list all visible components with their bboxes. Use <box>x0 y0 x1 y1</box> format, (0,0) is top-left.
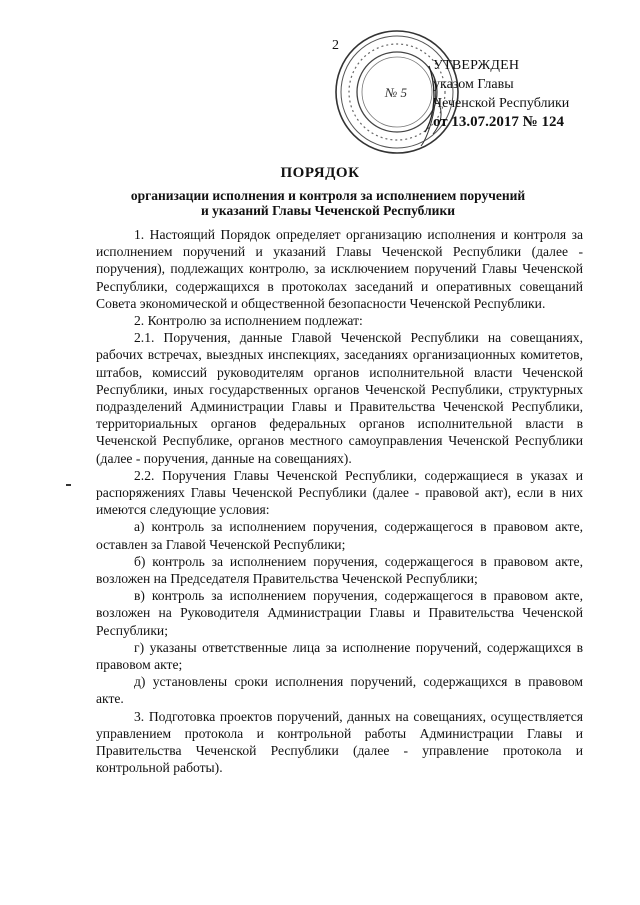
paragraph-item-d: д) установлены сроки исполнения поручений, содержащихся в правовом акте. <box>96 674 583 707</box>
paragraph-item-v: в) контроль за исполнением поручения, содержащегося в правовом акте, возложен на Руководителя Администрации Главы и Правительства Чеченской Республики; <box>96 588 583 638</box>
document-title: ПОРЯДОК <box>280 165 360 181</box>
document-body <box>96 226 583 777</box>
paragraph-2-1: 2.1. Поручения, данные Главой Чеченской Республики на совещаниях, рабочих встречах, выездных инспекциях, заседаниях организационных комитетов, штабов, комиссий руководителям органов исполнительной власти Чеченской Республики, иных государственных органов Чеченской Республики, структурных подразделений Администрации Главы и Правительства Чеченской Республики, территориальных органов федеральных органов исполнительной власти в Чеченской Республике, органов местного самоуправления Чеченской Республики (далее - поручения, данные на совещаниях). <box>96 330 583 466</box>
approval-line-2: указом Главы <box>433 77 514 92</box>
subtitle-line-2: и указаний Главы Чеченской Республики <box>200 203 456 218</box>
paragraph-2-2: 2.2. Поручения Главы Чеченской Республики, содержащиеся в указах и распоряжениях Главы Чеченской Республики (далее - правовой акт), если в них имеются следующие условия: <box>96 467 583 518</box>
document-subtitle <box>80 188 576 218</box>
paragraph-1: 1. Настоящий Порядок определяет организацию исполнения и контроля за исполнением поручений и указаний Главы Чеченской Республики (далее - поручения), подлежащих контролю, за исключением поручений Главы Чеченской Республики, содержащихся в протоколах заседаний и оперативных совещаний Совета экономической и общественной безопасности Чеченской Республики. <box>96 227 583 311</box>
paragraph-item-b: б) контроль за исполнением поручения, содержащегося в правовом акте, возложен на Председателя Правительства Чеченской Республики; <box>96 553 583 587</box>
approval-date: от 13.07.2017 № 124 <box>433 114 564 130</box>
approval-title: УТВЕРЖДЕН <box>433 58 520 73</box>
paragraph-3: 3. Подготовка проектов поручений, данных на совещаниях, осуществляется управлением протокола и контрольной работы Администрации Главы и Правительства Чеченской Республики (далее - управление протокола и контрольной работы). <box>96 708 583 776</box>
margin-mark <box>66 484 71 486</box>
paragraph-2: 2. Контролю за исполнением подлежат: <box>134 313 363 329</box>
page-number: 2 <box>332 38 339 53</box>
paragraph-item-g: г) указаны ответственные лица за исполнение поручений, содержащихся в правовом акте; <box>96 639 583 673</box>
subtitle-line-1: организации исполнения и контроля за исполнением поручений <box>130 188 526 203</box>
seal-number: № 5 <box>385 85 408 100</box>
paragraph-item-a: а) контроль за исполнением поручения, содержащегося в правовом акте, оставлен за Главой Чеченской Республики; <box>96 519 583 552</box>
approval-line-3: Чеченской Республики <box>433 96 570 111</box>
approval-block <box>433 56 569 132</box>
